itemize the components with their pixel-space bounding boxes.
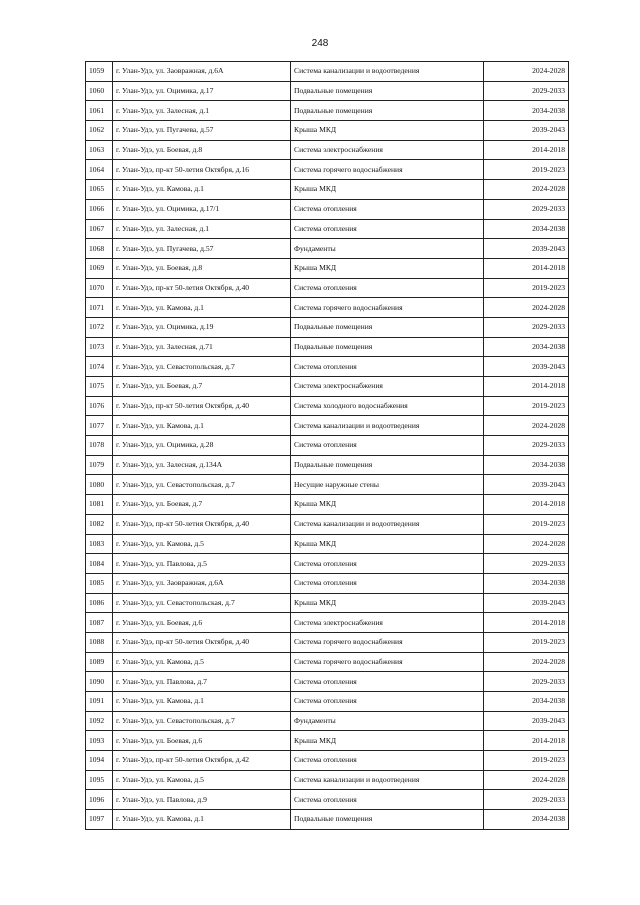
- table-row: [86, 258, 569, 278]
- system-cell: Система отопления: [291, 278, 484, 298]
- system-cell: Система отопления: [291, 573, 484, 593]
- address-cell: г. Улан-Удэ, ул. Камова, д.1: [113, 298, 291, 318]
- system-cell: Система отопления: [291, 357, 484, 377]
- address-cell: г. Улан-Удэ, ул. Боевая, д.6: [113, 613, 291, 633]
- table-row: [86, 219, 569, 239]
- address-cell: г. Улан-Удэ, ул. Камова, д.1: [113, 416, 291, 436]
- system-cell: Подвальные помещения: [291, 101, 484, 121]
- system-cell: Система холодного водоснабжения: [291, 396, 484, 416]
- address-cell: г. Улан-Удэ, ул. Оцимика, д.17/1: [113, 199, 291, 219]
- period-cell: 2039-2043: [484, 239, 569, 259]
- row-number: 1084: [86, 554, 113, 574]
- system-cell: Система отопления: [291, 751, 484, 771]
- period-cell: 2034-2038: [484, 573, 569, 593]
- address-cell: г. Улан-Удэ, ул. Камова, д.5: [113, 770, 291, 790]
- period-cell: 2039-2043: [484, 475, 569, 495]
- period-cell: 2029-2033: [484, 81, 569, 101]
- period-cell: 2034-2038: [484, 219, 569, 239]
- row-number: 1094: [86, 751, 113, 771]
- row-number: 1092: [86, 711, 113, 731]
- period-cell: 2024-2028: [484, 534, 569, 554]
- address-cell: г. Улан-Удэ, пр-кт 50-летия Октября, д.40: [113, 396, 291, 416]
- system-cell: Система канализации и водоотведения: [291, 416, 484, 436]
- period-cell: 2014-2018: [484, 258, 569, 278]
- row-number: 1083: [86, 534, 113, 554]
- row-number: 1068: [86, 239, 113, 259]
- row-number: 1061: [86, 101, 113, 121]
- period-cell: 2019-2023: [484, 396, 569, 416]
- system-cell: Крыша МКД: [291, 731, 484, 751]
- row-number: 1067: [86, 219, 113, 239]
- system-cell: Крыша МКД: [291, 258, 484, 278]
- row-number: 1096: [86, 790, 113, 810]
- table-row: [86, 278, 569, 298]
- address-cell: г. Улан-Удэ, ул. Севастопольская, д.7: [113, 593, 291, 613]
- system-cell: Подвальные помещения: [291, 337, 484, 357]
- table-row: [86, 495, 569, 515]
- system-cell: Система отопления: [291, 436, 484, 456]
- row-number: 1063: [86, 140, 113, 160]
- system-cell: Крыша МКД: [291, 534, 484, 554]
- system-cell: Система горячего водоснабжения: [291, 632, 484, 652]
- period-cell: 2024-2028: [484, 652, 569, 672]
- address-cell: г. Улан-Удэ, ул. Залесная, д.71: [113, 337, 291, 357]
- system-cell: Система отопления: [291, 790, 484, 810]
- system-cell: Крыша МКД: [291, 121, 484, 141]
- period-cell: 2029-2033: [484, 790, 569, 810]
- address-cell: г. Улан-Удэ, ул. Боевая, д.7: [113, 495, 291, 515]
- period-cell: 2034-2038: [484, 101, 569, 121]
- system-cell: Система отопления: [291, 199, 484, 219]
- period-cell: 2029-2033: [484, 672, 569, 692]
- row-number: 1089: [86, 652, 113, 672]
- table-row: [86, 455, 569, 475]
- table-row: [86, 810, 569, 830]
- address-cell: г. Улан-Удэ, ул. Севастопольская, д.7: [113, 711, 291, 731]
- system-cell: Система горячего водоснабжения: [291, 298, 484, 318]
- period-cell: 2019-2023: [484, 160, 569, 180]
- table-row: [86, 711, 569, 731]
- period-cell: 2029-2033: [484, 436, 569, 456]
- period-cell: 2024-2028: [484, 416, 569, 436]
- period-cell: 2014-2018: [484, 495, 569, 515]
- period-cell: 2024-2028: [484, 180, 569, 200]
- table-row: [86, 692, 569, 712]
- address-cell: г. Улан-Удэ, ул. Севастопольская, д.7: [113, 357, 291, 377]
- system-cell: Система канализации и водоотведения: [291, 62, 484, 82]
- address-cell: г. Улан-Удэ, ул. Заовражная, д.6А: [113, 573, 291, 593]
- period-cell: 2029-2033: [484, 199, 569, 219]
- period-cell: 2034-2038: [484, 810, 569, 830]
- system-cell: Система отопления: [291, 692, 484, 712]
- row-number: 1077: [86, 416, 113, 436]
- row-number: 1074: [86, 357, 113, 377]
- row-number: 1075: [86, 377, 113, 397]
- table-row: [86, 101, 569, 121]
- table-row: [86, 632, 569, 652]
- address-cell: г. Улан-Удэ, ул. Боевая, д.6: [113, 731, 291, 751]
- period-cell: 2019-2023: [484, 632, 569, 652]
- system-cell: Система отопления: [291, 554, 484, 574]
- period-cell: 2014-2018: [484, 140, 569, 160]
- system-cell: Фундаменты: [291, 239, 484, 259]
- row-number: 1088: [86, 632, 113, 652]
- row-number: 1064: [86, 160, 113, 180]
- row-number: 1072: [86, 317, 113, 337]
- table-row: [86, 770, 569, 790]
- address-cell: г. Улан-Удэ, ул. Павлова, д.5: [113, 554, 291, 574]
- period-cell: 2034-2038: [484, 692, 569, 712]
- table-row: [86, 121, 569, 141]
- table-row: [86, 534, 569, 554]
- period-cell: 2039-2043: [484, 711, 569, 731]
- row-number: 1097: [86, 810, 113, 830]
- row-number: 1073: [86, 337, 113, 357]
- table-row: [86, 180, 569, 200]
- period-cell: 2019-2023: [484, 514, 569, 534]
- row-number: 1090: [86, 672, 113, 692]
- address-cell: г. Улан-Удэ, ул. Павлова, д.7: [113, 672, 291, 692]
- period-cell: 2024-2028: [484, 770, 569, 790]
- period-cell: 2024-2028: [484, 62, 569, 82]
- period-cell: 2034-2038: [484, 455, 569, 475]
- row-number: 1060: [86, 81, 113, 101]
- table-row: [86, 593, 569, 613]
- table-row: [86, 554, 569, 574]
- address-cell: г. Улан-Удэ, ул. Камова, д.5: [113, 652, 291, 672]
- table-row: [86, 357, 569, 377]
- period-cell: 2029-2033: [484, 554, 569, 574]
- address-cell: г. Улан-Удэ, ул. Боевая, д.7: [113, 377, 291, 397]
- table-row: [86, 514, 569, 534]
- row-number: 1081: [86, 495, 113, 515]
- row-number: 1080: [86, 475, 113, 495]
- period-cell: 2019-2023: [484, 751, 569, 771]
- system-cell: Крыша МКД: [291, 180, 484, 200]
- address-cell: г. Улан-Удэ, ул. Павлова, д.9: [113, 790, 291, 810]
- row-number: 1078: [86, 436, 113, 456]
- address-cell: г. Улан-Удэ, ул. Пугачева, д.57: [113, 121, 291, 141]
- system-cell: Система отопления: [291, 219, 484, 239]
- system-cell: Подвальные помещения: [291, 81, 484, 101]
- row-number: 1062: [86, 121, 113, 141]
- system-cell: Система электроснабжения: [291, 613, 484, 633]
- table-row: [86, 613, 569, 633]
- period-cell: 2014-2018: [484, 613, 569, 633]
- address-cell: г. Улан-Удэ, ул. Боевая, д.8: [113, 140, 291, 160]
- row-number: 1091: [86, 692, 113, 712]
- system-cell: Крыша МКД: [291, 593, 484, 613]
- table-row: [86, 672, 569, 692]
- row-number: 1087: [86, 613, 113, 633]
- table-row: [86, 573, 569, 593]
- row-number: 1059: [86, 62, 113, 82]
- address-cell: г. Улан-Удэ, ул. Оцимика, д.19: [113, 317, 291, 337]
- row-number: 1070: [86, 278, 113, 298]
- period-cell: 2014-2018: [484, 731, 569, 751]
- address-cell: г. Улан-Удэ, пр-кт 50-летия Октября, д.40: [113, 632, 291, 652]
- row-number: 1095: [86, 770, 113, 790]
- table-row: [86, 396, 569, 416]
- row-number: 1065: [86, 180, 113, 200]
- table-row: [86, 436, 569, 456]
- table-row: [86, 199, 569, 219]
- system-cell: Подвальные помещения: [291, 455, 484, 475]
- system-cell: Система электроснабжения: [291, 140, 484, 160]
- period-cell: 2039-2043: [484, 593, 569, 613]
- table-row: [86, 416, 569, 436]
- period-cell: 2024-2028: [484, 298, 569, 318]
- system-cell: Крыша МКД: [291, 495, 484, 515]
- address-cell: г. Улан-Удэ, ул. Пугачева, д.57: [113, 239, 291, 259]
- system-cell: Система горячего водоснабжения: [291, 160, 484, 180]
- table-row: [86, 239, 569, 259]
- address-cell: г. Улан-Удэ, пр-кт 50-летия Октября, д.42: [113, 751, 291, 771]
- period-cell: 2019-2023: [484, 278, 569, 298]
- system-cell: Несущие наружные стены: [291, 475, 484, 495]
- row-number: 1069: [86, 258, 113, 278]
- address-cell: г. Улан-Удэ, ул. Заовражная, д.6А: [113, 62, 291, 82]
- table-row: [86, 377, 569, 397]
- address-cell: г. Улан-Удэ, пр-кт 50-летия Октября, д.40: [113, 514, 291, 534]
- table-row: [86, 731, 569, 751]
- address-cell: г. Улан-Удэ, ул. Камова, д.1: [113, 180, 291, 200]
- table-row: [86, 62, 569, 82]
- row-number: 1082: [86, 514, 113, 534]
- table-row: [86, 81, 569, 101]
- system-cell: Подвальные помещения: [291, 810, 484, 830]
- address-cell: г. Улан-Удэ, ул. Залесная, д.134А: [113, 455, 291, 475]
- period-cell: 2039-2043: [484, 357, 569, 377]
- table-row: [86, 751, 569, 771]
- table-row: [86, 140, 569, 160]
- row-number: 1093: [86, 731, 113, 751]
- row-number: 1076: [86, 396, 113, 416]
- address-cell: г. Улан-Удэ, пр-кт 50-летия Октября, д.16: [113, 160, 291, 180]
- address-cell: г. Улан-Удэ, ул. Оцимика, д.28: [113, 436, 291, 456]
- table-row: [86, 160, 569, 180]
- system-cell: Система электроснабжения: [291, 377, 484, 397]
- row-number: 1085: [86, 573, 113, 593]
- page-number: 248: [311, 38, 329, 49]
- table-row: [86, 790, 569, 810]
- row-number: 1071: [86, 298, 113, 318]
- address-cell: г. Улан-Удэ, ул. Камова, д.5: [113, 534, 291, 554]
- row-number: 1066: [86, 199, 113, 219]
- address-cell: г. Улан-Удэ, ул. Боевая, д.8: [113, 258, 291, 278]
- address-cell: г. Улан-Удэ, ул. Севастопольская, д.7: [113, 475, 291, 495]
- system-cell: Система канализации и водоотведения: [291, 770, 484, 790]
- address-cell: г. Улан-Удэ, ул. Залесная, д.1: [113, 101, 291, 121]
- table-row: [86, 317, 569, 337]
- address-cell: г. Улан-Удэ, ул. Камова, д.1: [113, 692, 291, 712]
- period-cell: 2039-2043: [484, 121, 569, 141]
- table-row: [86, 337, 569, 357]
- system-cell: Система горячего водоснабжения: [291, 652, 484, 672]
- repair-schedule-table: [85, 61, 569, 830]
- row-number: 1079: [86, 455, 113, 475]
- address-cell: г. Улан-Удэ, ул. Оцимика, д.17: [113, 81, 291, 101]
- period-cell: 2034-2038: [484, 337, 569, 357]
- address-cell: г. Улан-Удэ, пр-кт 50-летия Октября, д.40: [113, 278, 291, 298]
- system-cell: Система отопления: [291, 672, 484, 692]
- table-row: [86, 298, 569, 318]
- table-row: [86, 475, 569, 495]
- period-cell: 2014-2018: [484, 377, 569, 397]
- period-cell: 2029-2033: [484, 317, 569, 337]
- table-row: [86, 652, 569, 672]
- address-cell: г. Улан-Удэ, ул. Камова, д.1: [113, 810, 291, 830]
- system-cell: Система канализации и водоотведения: [291, 514, 484, 534]
- row-number: 1086: [86, 593, 113, 613]
- system-cell: Подвальные помещения: [291, 317, 484, 337]
- table-body: [86, 62, 569, 830]
- address-cell: г. Улан-Удэ, ул. Залесная, д.1: [113, 219, 291, 239]
- system-cell: Фундаменты: [291, 711, 484, 731]
